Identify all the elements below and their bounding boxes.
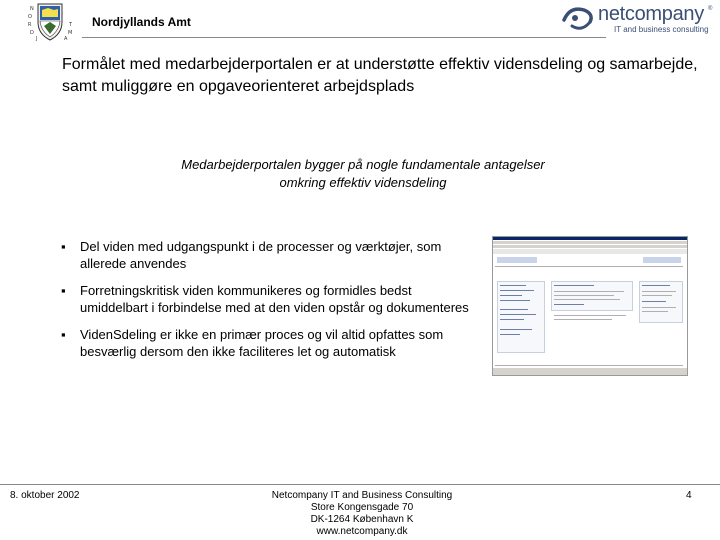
netcompany-tagline: IT and business consulting [614, 25, 709, 34]
coat-of-arms-logo [24, 0, 76, 42]
svg-text:T: T [69, 22, 73, 28]
bullet-item [58, 238, 478, 272]
svg-text:O: O [28, 14, 32, 20]
footer-street: Store Kongensgade 70 [310, 502, 414, 513]
page-number: 4 [686, 490, 692, 501]
svg-text:R: R [28, 22, 32, 28]
slide-subtitle [150, 156, 576, 192]
svg-text:M: M [68, 30, 73, 36]
organization-name: Nordjyllands Amt [92, 15, 191, 29]
bullet-text: Forretningskritisk viden kommunikeres og formidles bedst umiddelbart i forbindelse med at den viden opstår og dokumenteres [80, 283, 469, 315]
svg-text:A: A [64, 36, 68, 42]
subtitle-line-1: Medarbejderportalen bygger på nogle fundamentale antagelser [181, 157, 545, 172]
subtitle-line-2: omkring effektiv vidensdeling [279, 175, 447, 190]
footer-city: DK-1264 København K [310, 514, 414, 525]
trademark-symbol: ® [708, 6, 713, 12]
portal-screenshot-thumbnail [492, 236, 688, 376]
footer-divider [0, 484, 720, 485]
svg-text:D: D [30, 30, 34, 36]
footer-company-name: Netcompany IT and Business Consulting [271, 490, 453, 501]
svg-text:J: J [36, 36, 38, 42]
bullet-text: VidenSdeling er ikke en primær proces og vil altid opfattes som besværlig dersom den ikke faciliteres let og automatisk [80, 327, 444, 359]
bullet-list [58, 238, 478, 370]
footer-company-info [232, 490, 492, 538]
netcompany-wordmark: netcompany [598, 3, 704, 25]
bullet-square-icon: ▪ [61, 239, 66, 254]
bullet-item [58, 282, 478, 316]
footer-website: www.netcompany.dk [316, 526, 408, 537]
bullet-square-icon: ▪ [61, 327, 66, 342]
footer-date: 8. oktober 2002 [10, 490, 80, 501]
header-divider [82, 37, 606, 38]
bullet-square-icon: ▪ [61, 283, 66, 298]
bullet-item [58, 326, 478, 360]
bullet-text: Del viden med udgangspunkt i de processer og værktøjer, som allerede anvendes [80, 239, 442, 271]
svg-text:N: N [30, 6, 34, 12]
slide-headline: Formålet med medarbejderportalen er at understøtte effektiv vidensdeling og samarbejde, samt muliggøre en opgaveorienteret arbejdsplads [62, 56, 698, 95]
